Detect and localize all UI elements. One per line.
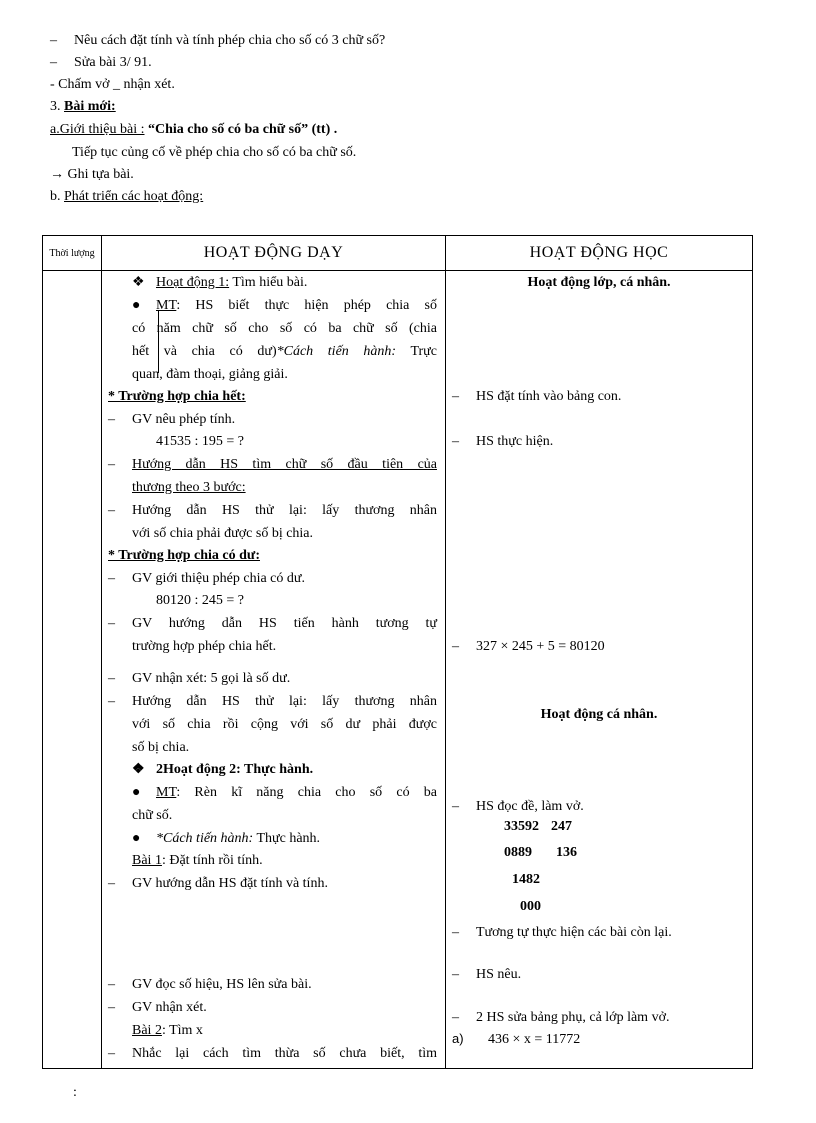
diamond-bullet-icon: ❖ <box>132 275 145 290</box>
dot-bullet-icon: ● <box>132 831 141 846</box>
equation: 436 × x = 11772 <box>488 1032 581 1047</box>
verification: 327 × 245 + 5 = 80120 <box>476 639 605 654</box>
table-body-row <box>43 271 753 1069</box>
header-time: Thời lượng <box>43 236 102 271</box>
section-number: 3. <box>50 99 64 114</box>
intro-line: - Chấm vở _ nhận xét. <box>50 77 175 92</box>
activity-heading: Hoạt động cá nhân. <box>540 707 658 722</box>
intro-line: Nêu cách đặt tính và tính phép chia cho số có 3 chữ số? <box>74 33 386 48</box>
divisor: 247 <box>551 819 572 834</box>
dot-bullet-icon: ● <box>132 298 141 313</box>
learn-cell: Hoạt động lớp, cá nhân. – HS đặt tính vào bảng con. – HS thực hiện. – 327 × 245 + 5 = 80120 Hoạt động cá nhân. – HS đọc đề, làm vở. 33592 247 0889 136 1482 000 – Tương tự thực hiện các bài còn lại. – HS nêu. – 2 HS sửa bảng phụ, cả lớp làm vở. a) 436 × x = 11772 <box>446 271 753 1069</box>
table-header-row <box>43 236 753 271</box>
diamond-bullet-icon: ❖ <box>132 762 145 777</box>
header-learn: HOẠT ĐỘNG HỌC <box>446 236 753 271</box>
dot-bullet-icon: ● <box>132 785 141 800</box>
time-cell <box>43 271 102 1069</box>
lesson-title: “Chia cho số có ba chữ số” (tt) . <box>148 122 338 137</box>
remainder-step: 0889 <box>504 845 532 860</box>
quotient: 136 <box>556 845 577 860</box>
intro-line: → Ghi tựa bài. <box>50 167 134 182</box>
intro-line: Tiếp tục củng cố về phép chia cho số có ba chữ số. <box>72 145 357 160</box>
lesson-intro: – Nêu cách đặt tính và tính phép chia cho số có 3 chữ số? – Sửa bài 3/ 91. - Chấm vở _ nhận xét. 3. Bài mới: a.Giới thiệu bài : “Chia cho số có ba chữ số” (tt) . Tiếp tục củng cố về phép chia cho số có ba chữ số. → Ghi tựa bài. b. Phát triển các hoạt động: <box>50 33 386 204</box>
activity-title: Hoạt động 1: <box>156 275 230 290</box>
intro-label: a.Giới thiệu bài : <box>50 122 145 137</box>
calculation: 80120 : 245 = ? <box>156 593 244 608</box>
remainder-final: 000 <box>520 899 541 914</box>
activity-title: 2Hoạt động 2: Thực hành. <box>156 762 314 777</box>
remainder-step: 1482 <box>512 872 540 887</box>
intro-label: b. <box>50 189 64 204</box>
header-teach: HOẠT ĐỘNG DẠY <box>102 236 446 271</box>
calculation: 41535 : 195 = ? <box>156 434 244 449</box>
case-heading: * Trường hợp chia có dư: <box>108 548 260 563</box>
activity-heading: Hoạt động lớp, cá nhân. <box>527 275 671 290</box>
activity-desc: Tìm hiểu bài. <box>229 275 308 290</box>
case-heading: * Trường hợp chia hết: <box>108 389 246 404</box>
intro-subtitle: Phát triển các hoạt động: <box>64 189 204 204</box>
page-footer: : <box>73 1085 77 1100</box>
intro-line: Sửa bài 3/ 91. <box>74 55 152 70</box>
teach-cell: ❖ Hoạt động 1: Tìm hiểu bài. ● MT: HS biết thực hiện phép chia số có năm chữ số cho số có ba chữ số (chia hết và chia có dư)*Cách tiến hành: Trực quan, đàm thoại, giảng giải. * Trường hợp chia hết: – GV nêu phép tính. 41535 : 195 = ? – Hướng dẫn HS tìm chữ số đầu tiên của thương theo 3 bước: – Hướng dẫn HS thử lại: lấy thương nhân với số chia phải được số bị chia. * Trường hợp chia có dư: – GV giới thiệu phép chia có dư. 80120 : 245 = ? – GV hướng dẫn HS tiến hành tương tự trường hợp phép chia hết. – GV nhận xét: 5 gọi là số dư. – Hướng dẫn HS thử lại: lấy thương nhân với số chia rồi cộng với số dư phải được số bị chia. ❖ 2Hoạt động 2: Thực hành. ● MT: Rèn kĩ năng chia cho số có ba chữ số. ● *Cách tiến hành: Thực hành. Bài 1: Đặt tính rồi tính. – GV hướng dẫn HS đặt tính và tính. – GV đọc số hiệu, HS lên sửa bài. – GV nhận xét. Bài 2: Tìm x – Nhắc lại cách tìm thừa số chưa biết, tìm <box>102 271 446 1069</box>
dividend: 33592 <box>504 819 539 834</box>
activities-table <box>42 235 753 1069</box>
section-title: Bài mới: <box>64 99 116 114</box>
